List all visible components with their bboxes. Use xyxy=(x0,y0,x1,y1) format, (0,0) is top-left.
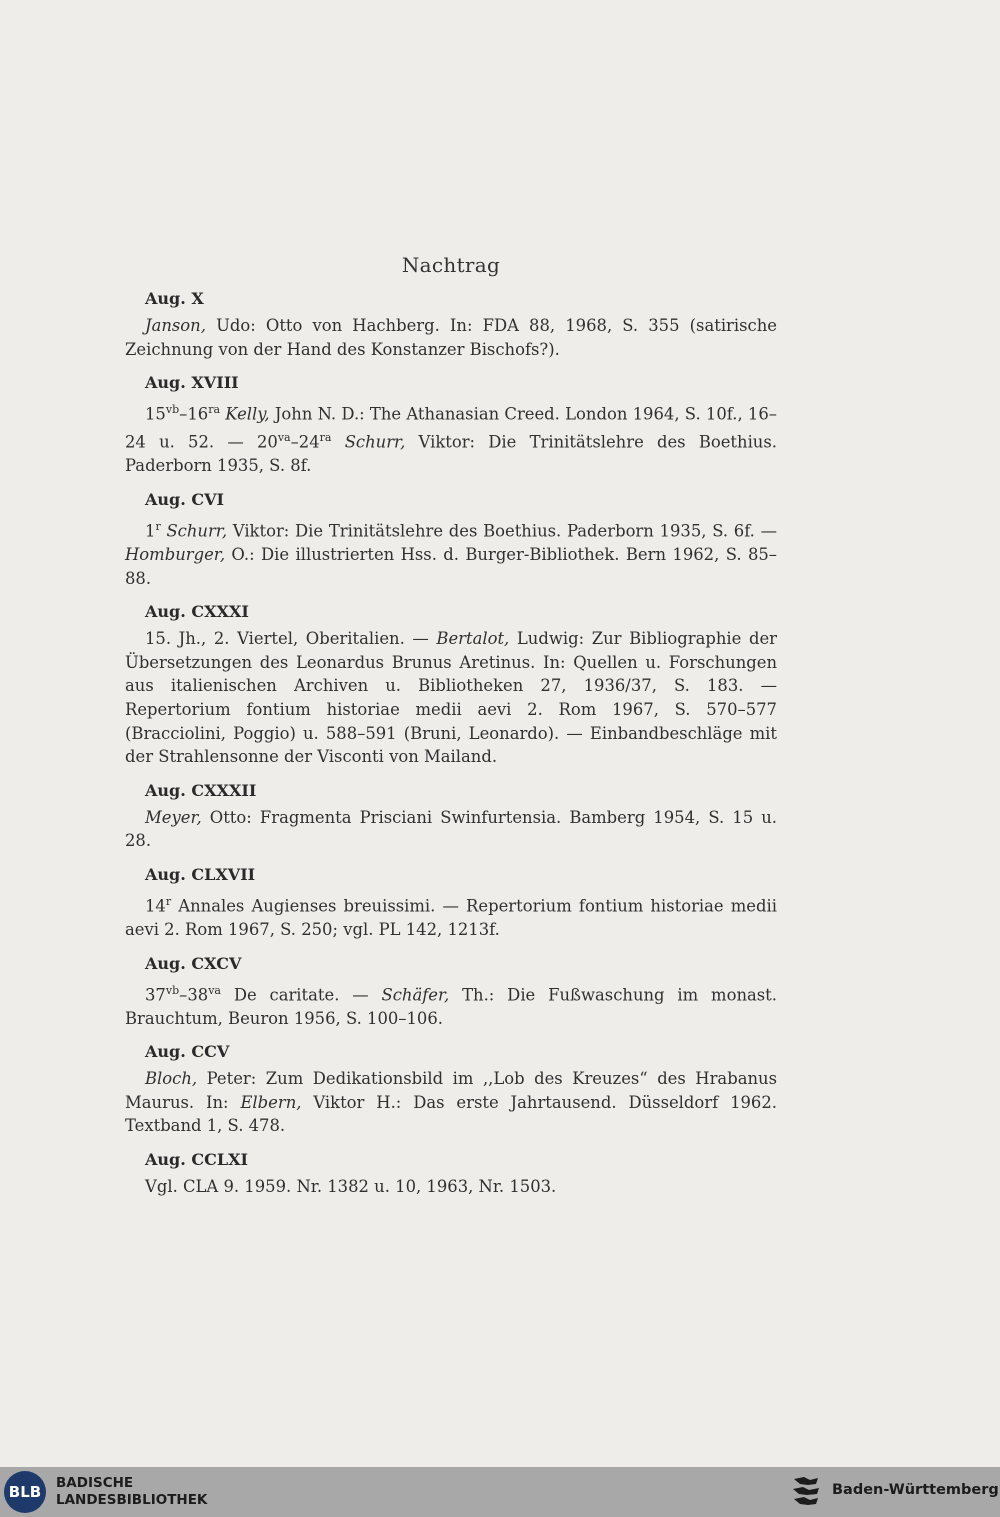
entry-heading: Aug. CLXVII xyxy=(145,864,256,884)
manuscript-entry xyxy=(125,289,777,361)
folio-superscript: vb xyxy=(165,403,180,417)
entry-heading: Aug. X xyxy=(145,289,204,308)
text-segment: Peter: Zum Dedikationsbild im ,,Lob des Kreuzes“ des Hrabanus Maurus. In: xyxy=(125,1069,777,1112)
entries-list xyxy=(125,289,777,1199)
author-name: Homburger, xyxy=(125,544,226,564)
entry-text xyxy=(125,314,777,361)
manuscript-entry xyxy=(125,373,777,478)
entry-text xyxy=(125,1067,777,1138)
text-segment: 1 xyxy=(145,521,156,541)
entry-heading: Aug. CCLXI xyxy=(145,1150,248,1169)
entry-text xyxy=(125,515,777,590)
coat-of-arms-icon xyxy=(790,1475,822,1509)
text-segment: De caritate. — xyxy=(220,985,382,1005)
author-name: Bertalot, xyxy=(436,629,510,649)
text-segment xyxy=(331,433,344,452)
text-segment: 15. Jh., 2. Viertel, Oberitalien. — xyxy=(145,629,437,649)
manuscript-entry xyxy=(125,781,777,853)
library-name[interactable] xyxy=(56,1475,207,1509)
author-name: Schurr, xyxy=(166,521,228,541)
text-segment: Vgl. CLA 9. 1959. Nr. 1382 u. 10, 1963, Nr. 1503. xyxy=(145,1177,557,1196)
library-name-line1: BADISCHE xyxy=(56,1475,134,1491)
author-name: Schäfer, xyxy=(381,985,450,1005)
blb-logo[interactable]: BLB xyxy=(4,1471,46,1513)
manuscript-entry xyxy=(125,954,777,1031)
entry-text xyxy=(125,398,777,478)
entry-heading: Aug. CXXXII xyxy=(145,780,257,800)
text-segment: Viktor: Die Trinitätslehre des Boethius. Paderborn 1935, S. 8f. xyxy=(125,432,777,476)
manuscript-entry xyxy=(125,602,777,769)
entry-text xyxy=(125,627,777,769)
text-segment: John N. D.: The Athanasian Creed. London 1964, S. 10f., 16–24 u. 52. — 20 xyxy=(125,404,777,452)
folio-superscript: r xyxy=(155,519,161,533)
text-segment: 15 xyxy=(145,404,166,424)
entry-heading: Aug. CXXXI xyxy=(145,602,249,622)
text-segment: Ludwig: Zur Bibliographie der Übersetzungen des Leonardus Brunus Aretinus. In: Quellen u. Forschungen aus italienischen Archiven u. Bibliotheken 27, 1936/37, S. 183. — Repertorium fontium historiae medii aevi 2. Rom 1967, S. 570–577 (Bracciolini, Poggio) u. 588–591 (Bruni, Leonardo). — Einbandbeschläge mit der Strahlensonne der Visconti von Mailand. xyxy=(125,629,777,767)
entry-heading: Aug. XVIII xyxy=(145,373,239,393)
folio-superscript: va xyxy=(208,983,221,997)
entry-text xyxy=(125,1175,777,1199)
manuscript-entry xyxy=(125,1150,777,1199)
author-name: Elbern, xyxy=(240,1092,302,1112)
text-segment: Th.: Die Fußwaschung im monast. Brauchtum, Beuron 1956, S. 100–106. xyxy=(125,985,777,1028)
entry-heading: Aug. CCV xyxy=(145,1042,230,1062)
entry-heading: Aug. CXCV xyxy=(145,953,242,973)
folio-superscript: r xyxy=(165,894,172,908)
page-title: Nachtrag xyxy=(401,253,501,277)
manuscript-entry xyxy=(125,1042,777,1138)
entry-text xyxy=(125,979,777,1031)
text-segment: –38 xyxy=(179,985,209,1005)
page-content xyxy=(125,253,777,1211)
text-segment: Udo: Otto von Hachberg. In: FDA 88, 1968, S. 355 (satirische Zeichnung von der Hand des Konstanzer Bischofs?). xyxy=(125,316,777,359)
folio-superscript: vb xyxy=(165,983,180,997)
text-segment: –16 xyxy=(179,404,209,424)
folio-superscript: va xyxy=(277,431,291,445)
folio-superscript: ra xyxy=(208,403,221,417)
author-name: Meyer, xyxy=(145,807,202,827)
manuscript-entry xyxy=(125,865,777,942)
text-segment: O.: Die illustrierten Hss. d. Burger-Bibliothek. Bern 1962, S. 85–88. xyxy=(125,544,777,588)
text-segment: 14 xyxy=(145,896,166,916)
author-name: Bloch, xyxy=(145,1069,198,1089)
text-segment: Viktor: Die Trinitätslehre des Boethius. Paderborn 1935, S. 6f. — xyxy=(227,521,778,541)
author-name: Janson, xyxy=(145,316,206,335)
author-name: Schurr, xyxy=(344,432,406,452)
text-segment: Otto: Fragmenta Prisciani Swinfurtensia. Bamberg 1954, S. 15 u. 28. xyxy=(125,807,777,851)
author-name: Kelly, xyxy=(225,404,270,424)
text-segment: Annales Augienses breuissimi. — Repertorium fontium historiae medii aevi 2. Rom 1967, S. 250; vgl. PL 142, 1213f. xyxy=(125,896,777,939)
state-name[interactable]: Baden-Württemberg xyxy=(832,1482,999,1498)
manuscript-entry xyxy=(125,490,777,590)
folio-superscript: ra xyxy=(319,431,332,445)
text-segment: –24 xyxy=(290,432,320,452)
entry-heading: Aug. CVI xyxy=(145,489,225,509)
entry-text xyxy=(125,890,777,942)
entry-text xyxy=(125,806,777,853)
text-segment: Viktor H.: Das erste Jahrtausend. Düsseldorf 1962. Textband 1, S. 478. xyxy=(125,1092,777,1136)
text-segment: 37 xyxy=(145,985,166,1005)
library-name-line2: LANDESBIBLIOTHEK xyxy=(56,1492,208,1508)
footer-bar xyxy=(0,1467,1000,1517)
